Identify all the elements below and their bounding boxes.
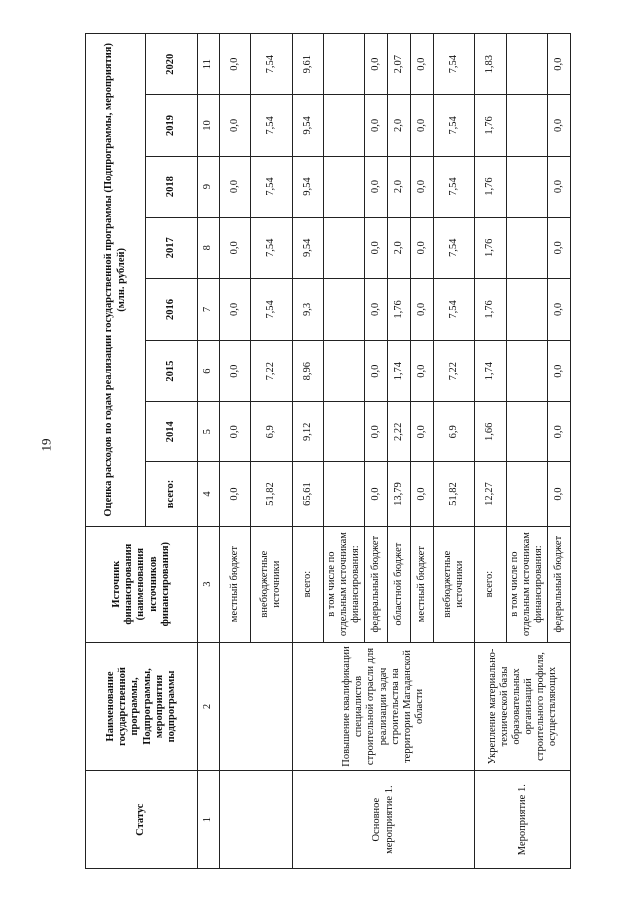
value-cell: 0,0 <box>548 95 571 156</box>
value-cell: 0,0 <box>411 34 434 95</box>
header-estimate: Оценка расходов по годам реализации государственной программы (Подпрограммы, мероприятия) (млн. рублей) <box>86 34 146 527</box>
value-cell: 0,0 <box>411 278 434 340</box>
value-cell: 51,82 <box>433 462 475 526</box>
header-year: 2018 <box>146 156 198 217</box>
value-cell: 9,3 <box>292 278 323 340</box>
value-cell: 0,0 <box>548 462 571 526</box>
value-cell <box>323 156 365 217</box>
source-cell: федеральный бюджет <box>365 526 388 642</box>
value-cell: 7,54 <box>433 34 475 95</box>
value-cell <box>506 341 548 402</box>
value-cell: 1,74 <box>388 341 411 402</box>
source-cell: всего: <box>292 526 323 642</box>
value-cell <box>506 156 548 217</box>
budget-table <box>85 33 571 869</box>
status-cell: Основное мероприятие 1. <box>292 771 475 869</box>
value-cell: 7,54 <box>251 95 293 156</box>
column-number: 7 <box>198 278 220 340</box>
column-number: 9 <box>198 156 220 217</box>
value-cell: 1,76 <box>475 217 506 278</box>
column-number: 5 <box>198 402 220 462</box>
column-number: 10 <box>198 95 220 156</box>
header-year: 2017 <box>146 217 198 278</box>
value-cell: 1,74 <box>475 341 506 402</box>
value-cell <box>323 462 365 526</box>
value-cell: 1,76 <box>475 95 506 156</box>
value-cell <box>323 34 365 95</box>
page-number: 19 <box>38 438 54 452</box>
column-number: 3 <box>198 526 220 642</box>
value-cell: 1,76 <box>475 156 506 217</box>
value-cell: 7,54 <box>433 217 475 278</box>
header-name: Наименование государственной программы, Подпрограммы, мероприятия подпрограммы <box>86 642 198 771</box>
value-cell: 0,0 <box>411 217 434 278</box>
status-cell <box>220 771 293 869</box>
name-cell: Укрепление материально-технической базы образовательных организаций строительного профиля, осуществляющих <box>475 642 571 771</box>
value-cell: 7,54 <box>251 34 293 95</box>
value-cell: 0,0 <box>548 278 571 340</box>
value-cell: 0,0 <box>548 341 571 402</box>
value-cell <box>506 462 548 526</box>
value-cell: 12,27 <box>475 462 506 526</box>
column-number: 4 <box>198 462 220 526</box>
value-cell: 0,0 <box>220 217 251 278</box>
value-cell: 7,54 <box>433 156 475 217</box>
value-cell: 0,0 <box>220 462 251 526</box>
source-cell: в том числе по отдельным источникам финансирования: <box>506 526 548 642</box>
value-cell <box>323 402 365 462</box>
table-row <box>220 34 251 869</box>
value-cell: 0,0 <box>365 34 388 95</box>
value-cell: 9,54 <box>292 95 323 156</box>
column-number: 1 <box>198 771 220 869</box>
value-cell <box>506 95 548 156</box>
source-cell: внебюджетные источники <box>433 526 475 642</box>
header-year: 2016 <box>146 278 198 340</box>
value-cell: 7,22 <box>433 341 475 402</box>
value-cell: 0,0 <box>220 156 251 217</box>
value-cell: 2,07 <box>388 34 411 95</box>
value-cell: 0,0 <box>411 402 434 462</box>
value-cell: 0,0 <box>548 402 571 462</box>
value-cell: 7,54 <box>251 156 293 217</box>
value-cell: 7,22 <box>251 341 293 402</box>
value-cell: 0,0 <box>548 156 571 217</box>
value-cell: 0,0 <box>365 341 388 402</box>
value-cell: 7,54 <box>251 217 293 278</box>
value-cell: 0,0 <box>411 156 434 217</box>
value-cell <box>506 278 548 340</box>
source-cell: всего: <box>475 526 506 642</box>
column-number: 6 <box>198 341 220 402</box>
header-year: 2015 <box>146 341 198 402</box>
value-cell <box>506 402 548 462</box>
value-cell: 0,0 <box>220 341 251 402</box>
value-cell: 0,0 <box>411 341 434 402</box>
value-cell: 7,54 <box>433 95 475 156</box>
source-cell: местный бюджет <box>220 526 251 642</box>
name-cell <box>220 642 293 771</box>
value-cell: 0,0 <box>548 34 571 95</box>
value-cell: 1,83 <box>475 34 506 95</box>
value-cell: 0,0 <box>548 217 571 278</box>
status-cell: Мероприятие 1. <box>475 771 571 869</box>
value-cell <box>323 341 365 402</box>
header-source: Источник финансирования (наименования источников финансирования) <box>86 526 198 642</box>
value-cell <box>506 34 548 95</box>
header-year: 2020 <box>146 34 198 95</box>
value-cell: 7,54 <box>251 278 293 340</box>
table-row <box>475 34 506 869</box>
column-number: 8 <box>198 217 220 278</box>
value-cell: 1,76 <box>388 278 411 340</box>
value-cell: 9,54 <box>292 217 323 278</box>
value-cell <box>323 217 365 278</box>
value-cell: 2,0 <box>388 95 411 156</box>
value-cell: 0,0 <box>365 156 388 217</box>
header-year: 2019 <box>146 95 198 156</box>
value-cell: 65,61 <box>292 462 323 526</box>
source-cell: областной бюджет <box>388 526 411 642</box>
source-cell: внебюджетные источники <box>251 526 293 642</box>
source-cell: местный бюджет <box>411 526 434 642</box>
value-cell: 6,9 <box>433 402 475 462</box>
value-cell: 2,0 <box>388 217 411 278</box>
value-cell: 13,79 <box>388 462 411 526</box>
value-cell: 0,0 <box>220 34 251 95</box>
value-cell: 51,82 <box>251 462 293 526</box>
rotated-table-wrapper <box>85 33 571 869</box>
source-cell: федеральный бюджет <box>548 526 571 642</box>
value-cell <box>323 278 365 340</box>
header-year: 2014 <box>146 402 198 462</box>
value-cell: 0,0 <box>411 95 434 156</box>
value-cell: 9,12 <box>292 402 323 462</box>
source-cell: в том числе по отдельным источникам финансирования: <box>323 526 365 642</box>
value-cell: 9,54 <box>292 156 323 217</box>
value-cell: 0,0 <box>220 278 251 340</box>
header-total: всего: <box>146 462 198 526</box>
value-cell: 0,0 <box>220 402 251 462</box>
column-number: 2 <box>198 642 220 771</box>
name-cell: Повышение квалификации специалистов строительной отрасли для реализации задач строительства на территории Магаданской области <box>292 642 475 771</box>
value-cell: 8,96 <box>292 341 323 402</box>
value-cell: 0,0 <box>365 462 388 526</box>
value-cell: 6,9 <box>251 402 293 462</box>
value-cell: 0,0 <box>365 402 388 462</box>
value-cell: 0,0 <box>365 95 388 156</box>
value-cell: 1,66 <box>475 402 506 462</box>
value-cell: 2,0 <box>388 156 411 217</box>
value-cell: 7,54 <box>433 278 475 340</box>
value-cell <box>323 95 365 156</box>
column-number: 11 <box>198 34 220 95</box>
value-cell: 0,0 <box>220 95 251 156</box>
value-cell: 0,0 <box>411 462 434 526</box>
value-cell <box>506 217 548 278</box>
header-status: Статус <box>86 771 198 869</box>
table-row <box>292 34 323 869</box>
value-cell: 2,22 <box>388 402 411 462</box>
value-cell: 1,76 <box>475 278 506 340</box>
value-cell: 9,61 <box>292 34 323 95</box>
value-cell: 0,0 <box>365 217 388 278</box>
value-cell: 0,0 <box>365 278 388 340</box>
